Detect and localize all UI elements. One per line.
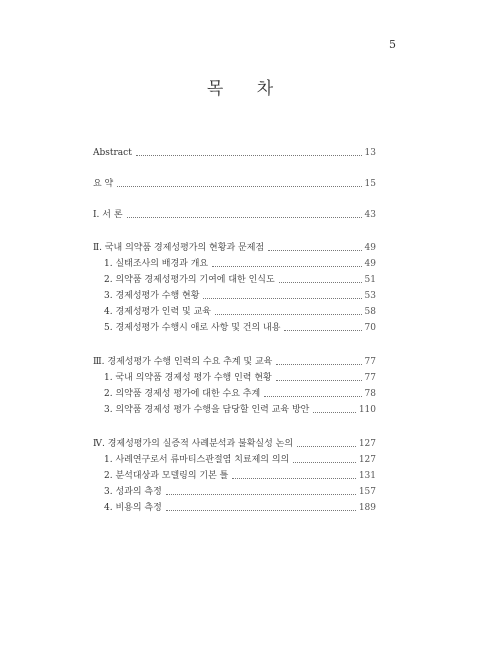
dotted-leader (264, 395, 361, 397)
toc-entry-chapter-2 (0, 240, 480, 254)
toc-entry-section (0, 402, 480, 416)
dotted-leader (293, 461, 356, 463)
dotted-leader (268, 249, 361, 251)
toc-entry-page: 127 (358, 439, 376, 449)
toc-entry-section (0, 500, 480, 514)
toc-entry-label: 3. 의약품 경제성 평가 수행을 담당할 인력 교육 방안 (104, 405, 310, 415)
toc-entry-label: 2. 의약품 경제성평가의 기여에 대한 인식도 (104, 275, 275, 285)
toc-entry-label: 1. 실태조사의 배경과 개요 (104, 259, 209, 269)
page-number: 5 (389, 38, 396, 51)
toc-entry-label: Ⅱ. 국내 의약품 경제성평가의 현황과 문제점 (93, 243, 265, 253)
toc-entry-label: Ⅰ. 서 론 (93, 210, 123, 220)
dotted-leader (232, 477, 355, 479)
toc-entry-page: 15 (364, 179, 376, 189)
toc-title: 목 차 (206, 79, 288, 99)
toc-entry-page: 77 (364, 373, 376, 383)
dotted-leader (284, 329, 361, 331)
toc-entry-label: 4. 경제성평가 인력 및 교육 (104, 307, 211, 317)
toc-entry-page: 43 (364, 210, 376, 220)
dotted-leader (279, 281, 362, 283)
dotted-leader (166, 509, 356, 511)
dotted-leader (127, 216, 362, 218)
toc-entry-label: 1. 국내 의약품 경제성 평가 수행 인력 현황 (104, 373, 272, 383)
dotted-leader (276, 379, 362, 381)
dotted-leader (166, 493, 356, 495)
dotted-leader (203, 297, 361, 299)
toc-entry-page: 58 (364, 307, 376, 317)
toc-entry-page: 127 (358, 455, 376, 465)
toc-entry-label: 요 약 (93, 179, 114, 189)
toc-entry-page: 78 (364, 389, 376, 399)
toc-entry-label: 5. 경제성평가 수행시 애로 사항 및 건의 내용 (104, 323, 281, 333)
dotted-leader (136, 154, 362, 156)
dotted-leader (297, 445, 356, 447)
toc-entry-label: 2. 의약품 경제성 평가에 대한 수요 추계 (104, 389, 261, 399)
toc-entry-label: Ⅲ. 경제성평가 수행 인력의 수요 추계 및 교육 (93, 357, 273, 367)
toc-entry-label: 3. 성과의 측정 (104, 487, 162, 497)
toc-entry-label: 3. 경제성평가 수행 현황 (104, 291, 200, 301)
toc-entry-page: 157 (358, 487, 376, 497)
toc-entry-summary (0, 176, 480, 190)
toc-entry-label: 2. 분석대상과 모델링의 기본 틀 (104, 471, 229, 481)
toc-entry-section (0, 386, 480, 400)
toc-entry-section (0, 484, 480, 498)
toc-entry-label: 1. 사례연구로서 류마티스관절염 치료제의 의의 (104, 455, 290, 465)
toc-entry-label: Ⅳ. 경제성평가의 실증적 사례분석과 불확실성 논의 (93, 439, 294, 449)
toc-entry-section (0, 468, 480, 482)
toc-entry-section (0, 272, 480, 286)
dotted-leader (117, 185, 361, 187)
toc-entry-page: 131 (358, 471, 376, 481)
toc-entry-chapter-3 (0, 354, 480, 368)
toc-entry-page: 70 (364, 323, 376, 333)
toc-entry-section (0, 256, 480, 270)
toc-entry-label: 4. 비용의 측정 (104, 503, 162, 513)
toc-entry-page: 110 (358, 405, 376, 415)
toc-entry-section (0, 304, 480, 318)
toc-entry-label: Abstract (93, 148, 132, 158)
dotted-leader (276, 363, 361, 365)
toc-entry-page: 49 (364, 259, 376, 269)
toc-entry-page: 189 (358, 503, 376, 513)
toc-entry-section (0, 452, 480, 466)
toc-entry-page: 51 (364, 275, 376, 285)
toc-entry-section (0, 320, 480, 334)
toc-entry-chapter-1 (0, 207, 480, 221)
toc-entry-page: 13 (364, 148, 376, 158)
toc-entry-chapter-4 (0, 436, 480, 450)
toc-entry-page: 49 (364, 243, 376, 253)
dotted-leader (215, 313, 362, 315)
dotted-leader (313, 411, 355, 413)
dotted-leader (212, 265, 361, 267)
toc-entry-page: 53 (364, 291, 376, 301)
toc-entry-section (0, 288, 480, 302)
toc-entry-section (0, 370, 480, 384)
toc-entry-abstract (0, 145, 480, 159)
toc-entry-page: 77 (364, 357, 376, 367)
